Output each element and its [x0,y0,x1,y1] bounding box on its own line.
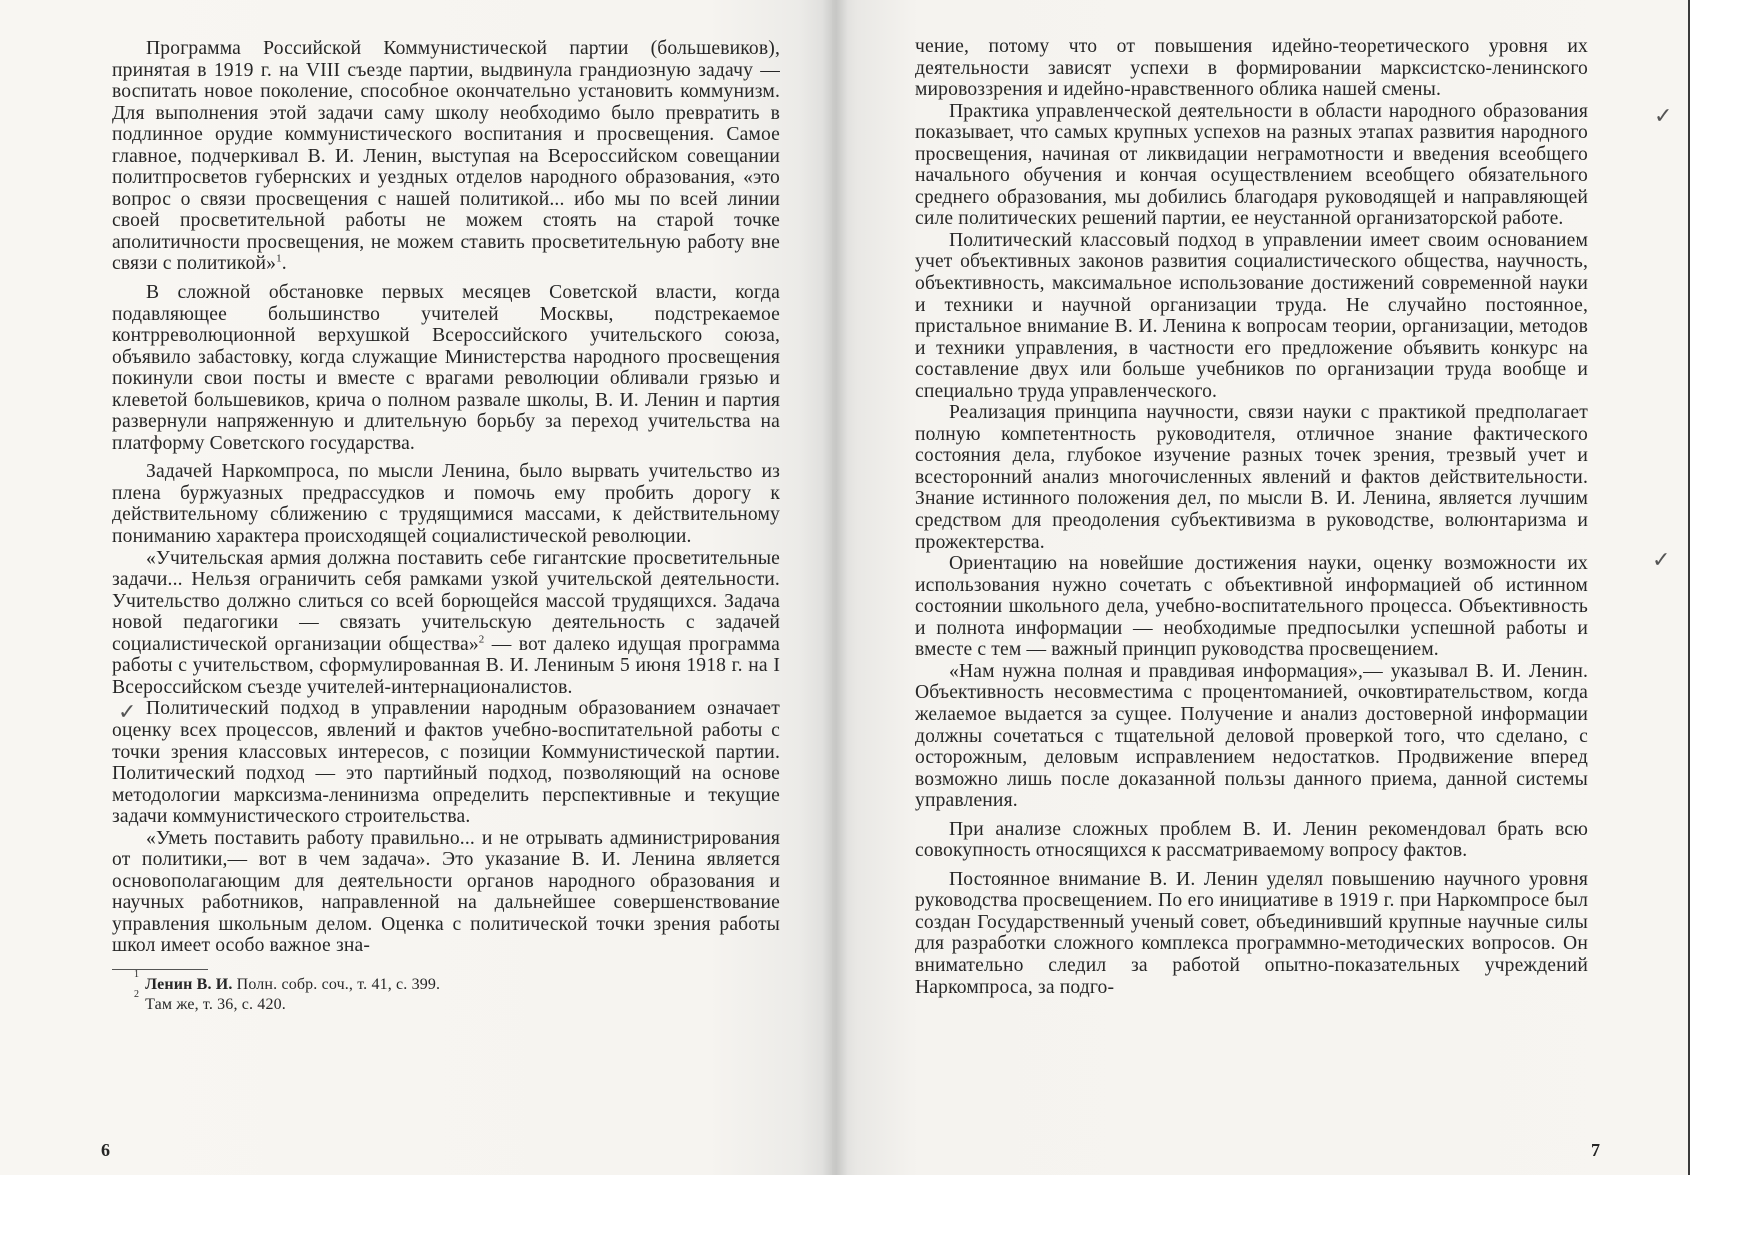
footnote: 2 Там же, т. 36, с. 420. [134,988,286,1013]
footnote-marker: 1 [276,252,282,265]
page-number: 7 [1591,1140,1600,1160]
footnote-rule [112,969,208,970]
footnote: 1 Ленин В. И. Полн. собр. соч., т. 41, с. 399. [134,968,441,993]
footnote-marker: 2 [478,633,485,646]
left-page [0,0,832,1175]
paragraph: Постоянное внимание В. И. Ленин уделял повышению научного уровня руководства просвещением. По его инициативе в 1919 г. при Наркомпросе был создан Государственный ученый совет, объединивший крупные научные силы для разработки сложного комплекса программно-методических вопросов. Он внимательно следил за работой опытно-показательных учреждений Наркомпроса, за подго- [915,868,1588,998]
pencil-check-mark-icon: ✓ [1654,104,1673,129]
paragraph: При анализе сложных проблем В. И. Ленин рекомендовал брать всю совокупность относящихся к рассматриваемому вопросу фактов. [915,818,1588,862]
page-edge [1688,0,1690,1175]
paragraph: Практика управленческой деятельности в области народного образования показывает, что самых крупных успехов на разных этапах развития народного просвещения, начиная от ликвидации неграмотности и введения всеобщего начального обучения и кончая осуществлением всеобщего обязательного среднего образования, мы добились благодаря руководящей и направляющей силе политических решений партии, ее неустанной организаторской работе. [915,100,1588,230]
paragraph: В сложной обстановке первых месяцев Советской власти, когда подавляющее большинство учителей Москвы, подстрекаемое контрреволюционной верхушкой Всероссийского учительского союза, объявило забастовку, когда служащие Министерства народного просвещения покинули свои посты и вместе с врагами революции обливали грязью и клеветой большевиков, крича о полном развале школы, В. И. Ленин и партия развернули напряженную и длительную борьбу за переход учительства на платформу Советского государства. [112,282,780,454]
pencil-check-mark-icon: ✓ [118,700,137,725]
paragraph: Задачей Наркомпроса, по мысли Ленина, было вырвать учительство из плена буржуазных предрассудков и помочь ему пробить дорогу к действительному сближению с трудящимися массами, к действительному пониманию характера происходящей социалистической революции. [112,461,780,548]
paragraph: Реализация принципа научности, связи науки с практикой предполагает полную компетентность руководителя, отличное знание фактического состояния дела, глубокое изучение разных точек зрения, трезвый учет и всесторонний анализ многочисленных явлений и фактов действительности. Знание истинного положения дел, по мысли В. И. Ленина, является лучшим средством для преодоления субъективизма в руководстве, волюнтаризма и прожектерства. [915,402,1588,553]
pencil-check-mark-icon: ✓ [1652,548,1671,573]
book-gutter [822,0,848,1175]
paragraph: «Уметь поставить работу правильно... и не отрывать администрирования от политики,— вот в чем задача». Это указание В. И. Ленина является основополагающим для деятельности органов народного образования и научных работников, направленной на дальнейшее совершенствование управления школьным делом. Оценка с политической точки зрения работы школ имеет особо важное зна- [112,827,780,957]
paragraph: Программа Российской Коммунистической партии (большевиков), принятая в 1919 г. на VIII съезде партии, выдвинула грандиозную задачу — воспитать новое поколение, способное окончательно установить коммунизм. Для выполнения этой задачи саму школу необходимо было превратить в подлинное орудие коммунистического воспитания и просвещения. Самое главное, подчеркивал В. И. Ленин, выступая на Всероссийском совещании политпросветов губернских и уездных отделов народного образования, «это вопрос о связи просвещения с нашей политикой... ибо мы по всей линии своей просветительной работы не можем стоять на старой точке аполитичности просвещения, не можем ставить просветительную работу вне связи с политикой»$^1$. [112,38,780,275]
paragraph: чение, потому что от повышения идейно-теоретического уровня их деятельности зависят успехи в формировании марксистско-ленинского мировоззрения и идейно-нравственного облика нашей смены. [915,36,1588,101]
left-page-text [112,38,780,1015]
page-number: 6 [101,1140,110,1160]
right-page-text [915,36,1588,998]
paragraph: «Нам нужна полная и правдивая информация»,— указывал В. И. Ленин. Объективность несовместима с процентоманией, очковтирательством, когда желаемое выдается за сущее. Получение и анализ достоверной информации должны сочетаться с тщательной деловой проверкой того, что сделано, с осторожным, деловым исправлением недостатков. Продвижение вперед возможно лишь после доказанной пользы данного приема, данной системы управления. [915,660,1588,812]
paragraph: Политический подход в управлении народным образованием означает оценку всех процессов, явлений и фактов учебно-воспитательной работы с точки зрения классовых интересов, с позиции Коммунистической партии. Политический подход — это партийный подход, позволяющий на основе методологии марксизма-ленинизма определить перспективные и текущие задачи коммунистического строительства. [112,698,780,828]
paragraph: Ориентацию на новейшие достижения науки, оценку возможности их использования нужно сочетать с объективной информацией об истинном состоянии школьного дела, учебно-воспитательного процесса. Объективность и полнота информации — необходимые предпосылки успешной работы и вместе с тем — важный принцип руководства просвещением. [915,553,1588,661]
paragraph: «Учительская армия должна поставить себе гигантские просветительные задачи... Нельзя ограничить себя рамками узкой учительской деятельности. Учительство должно слиться со всей борющейся массой трудящихся. Задача новой педагогики — связать учительскую деятельность с задачей социалистической организации общества»$^2$ — вот далеко идущая программа работы с учительством, сформулированная В. И. Лениным 5 июня 1918 г. на I Всероссийском съезде учителей-интернационалистов. [112,547,780,698]
paragraph: Политический классовый подход в управлении имеет своим основанием учет объективных законов развития социалистического общества, научность, объективность, максимальное использование достижений современной науки и техники и научной организации труда. Не случайно постоянное, пристальное внимание В. И. Ленина к вопросам теории, организации, методов и техники управления, в частности его предложение объявить конкурс на составление двух или больше учебников по организации труда вообще и специально труда управленческого. [915,229,1588,402]
